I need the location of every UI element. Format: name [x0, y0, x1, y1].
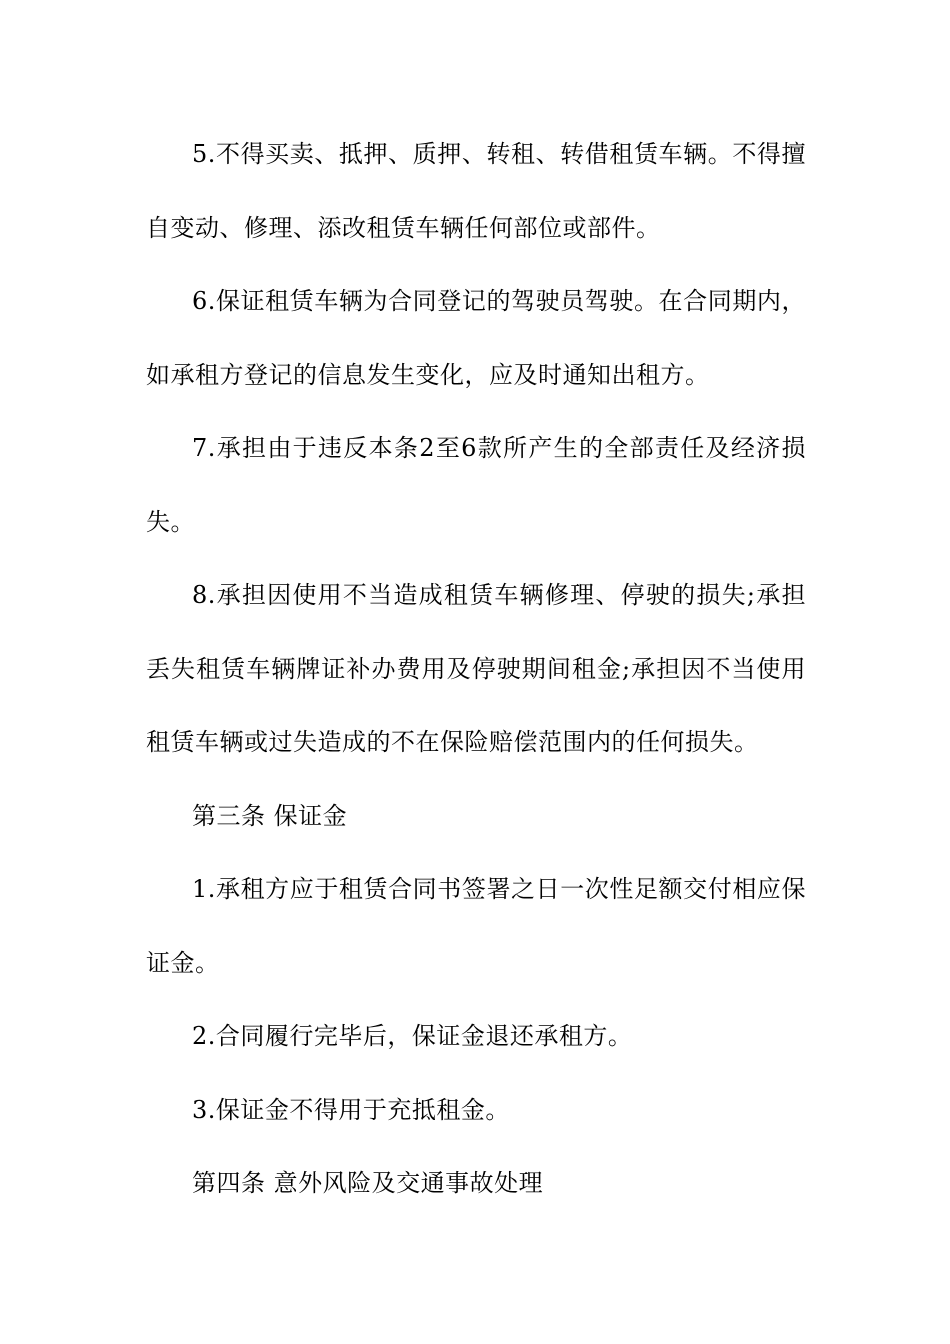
section-heading-article-4: 第四条 意外风险及交通事故处理 — [192, 1169, 544, 1197]
clause-item-7: 7.承担由于违反本条2至6款所产生的全部责任及经济损失。 — [146, 434, 806, 536]
section-heading-article-3: 第三条 保证金 — [192, 801, 348, 830]
clause-item-6: 6.保证租赁车辆为合同登记的驾驶员驾驶。在合同期内，如承租方登记的信息发生变化，应及时通知出租方。 — [146, 287, 806, 389]
deposit-item-2: 2.合同履行完毕后，保证金退还承租方。 — [192, 1022, 633, 1050]
clause-item-8: 8.承担因使用不当造成租赁车辆修理、停驶的损失;承担丢失租赁车辆牌证补办费用及停驶期间租金;承担因不当使用租赁车辆或过失造成的不在保险赔偿范围内的任何损失。 — [146, 581, 806, 756]
deposit-item-1: 1.承租方应于租赁合同书签署之日一次性足额交付相应保证金。 — [146, 875, 806, 977]
clause-item-5: 5.不得买卖、抵押、质押、转租、转借租赁车辆。不得擅自变动、修理、添改租赁车辆任何部位或部件。 — [146, 140, 806, 242]
deposit-item-3: 3.保证金不得用于充抵租金。 — [192, 1095, 510, 1124]
document-body — [146, 118, 806, 1221]
